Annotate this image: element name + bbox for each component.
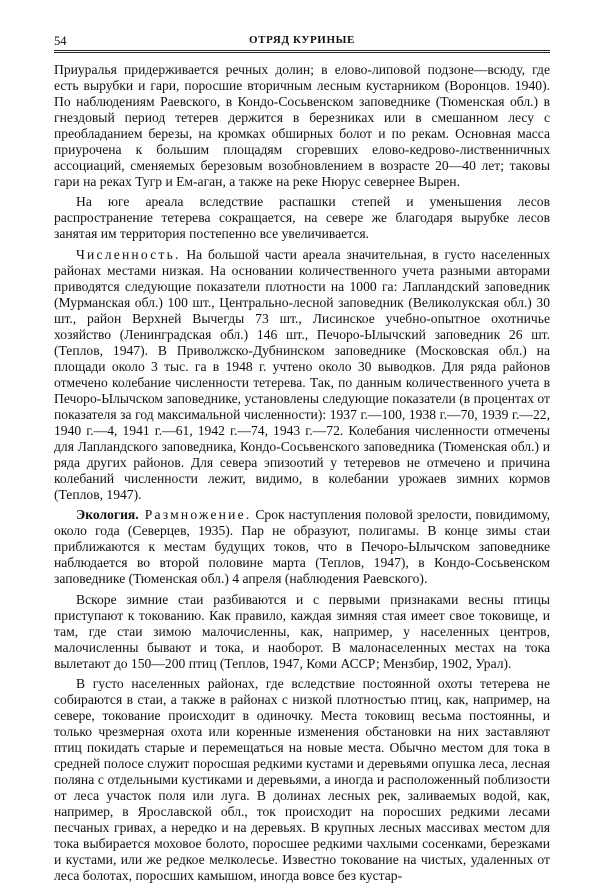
- header-rule: [54, 50, 550, 51]
- paragraph: Численность. На большой части ареала значительная, в густо населенных районах местами низкая. На основании количественного учета разными авторами приводятся следующие показатели плотности на 1000 га: Лапландский заповедник (Мурманская обл.) 100 шт., Центрально-лесной заповедник (Великолукская обл.) 30 шт., район Верхней Вычегды 73 шт., Лисинское учебно-опытное охотничье хозяйство (Ленинградская обл.) 146 шт., Печоро-Ылычский заповедник 26 шт. (Теплов, 1947). В Приволжско-Дубнинском заповеднике (Московская обл.) на площади около 3 тыс. га в 1948 г. учтено около 30 выводков. Для ряда районов отмечено колебание численности тетерева. Так, по данным количественного учета в Печоро-Ылычском заповеднике, установлены следующие показатели (в процентах от показателя за год максимальной численности): 1937 г.—100, 1938 г.—70, 1939 г.—22, 1940 г.—4, 1941 г.—61, 1942 г.—74, 1943 г.—72. Колебания численности отмечены для Лапландского заповедника, Кондо-Сосьвенского заповедника (Тюменская обл.) и ряда других районов. Для севера эпизоотий у тетеревов не отмечено и причина колебаний численности лежит, видимо, в колебании урожаев зимних кормов (Теплов, 1947).: [54, 246, 550, 503]
- paragraph: На юге ареала вследствие распашки степей и уменьшения лесов распространение тетерева сокращается, на севере же благодаря вырубке лесов занятая им территория постепенно все увеличивается.: [54, 194, 550, 242]
- section-heading: Экология.: [76, 507, 139, 523]
- page-number: 54: [54, 34, 67, 48]
- section-lead: Размножение.: [138, 507, 252, 523]
- paragraph: Вскоре зимние стаи разбиваются и с первыми признаками весны птицы приступают к токованию. Как правило, каждая зимняя стая имеет свое токовище, и там, где стаи зимою малочисленны, как, например, у населенных центров, малочисленны бывают и тока, и наоборот. В малонаселенных местах на тока вылетают до 150—200 птиц (Теплов, 1947, Коми АССР; Мензбир, 1902, Урал).: [54, 591, 550, 671]
- running-title: ОТРЯД КУРИНЫЕ: [249, 34, 355, 46]
- paragraph: Приуралья придерживается речных долин; в елово-липовой подзоне—всюду, где есть вырубки и гари, поросшие вторичным лесным кустарником (Воронцов. 1940). По наблюдениям Раевского, в Кондо-Сосьвенском заповеднике (Тюменская обл.) в гнездовый период тетерев держится в березниках или в смешанном лесу с преобладанием березы, на кромках обширных болот и по рекам. Основная масса приурочена к большим площадям сгоревших елово-кедрово-лиственничных ассоциаций, сменяемых березовым возобновлением в возрасте 20—40 лет; таковы гари на реках Тугр и Ем-аган, а также на реке Нюрус севернее Вырен.: [54, 62, 550, 190]
- page-header: [54, 30, 550, 52]
- paragraph: Экология. Размножение. Срок наступления половой зрелости, повидимому, около года (Северцев, 1935). Пар не образуют, полигамы. В конце зимы стаи приближаются к местам будущих токов, что в Печоро-Ылычском заповеднике наблюдается во второй половине марта (Теплов, 1947), в Кондо-Сосьвенском заповеднике (Тюменская обл.) 4 апреля (наблюдения Раевского).: [54, 507, 550, 587]
- section-lead: Численность.: [76, 246, 181, 262]
- paragraph: В густо населенных районах, где вследствие постоянной охоты тетерева не собираются в стаи, а также в районах с низкой плотностью птиц, как, например, на севере, токование происходит в одиночку. Места токовищ весьма постоянны, и только чрезмерная охота или коренные изменения обстановки на них заставляют птиц покидать старые и перемещаться на новые места. Обычно местом для тока в средней полосе служит поросшая редкими кустами и деревьями опушка леса, лесная поляна с отдельными кустиками и деревьями, а иногда и расположенный поблизости от леса участок поля или луга. В долинах лесных рек, заливаемых водой, как, например, в Ярославской обл., ток происходит на поросших редкими лесами песчаных гривах, а нередко и на деревьях. В крупных лесных массивах местом для тока выбирается моховое болото, поросшее редкими чахлыми сосенками, березками и кустами, или же редкое мелколесье. Известно токование на чистых, удаленных от леса болотах, поросших камышом, иногда вовсе без кустар-: [54, 675, 550, 884]
- body-text: [54, 62, 550, 884]
